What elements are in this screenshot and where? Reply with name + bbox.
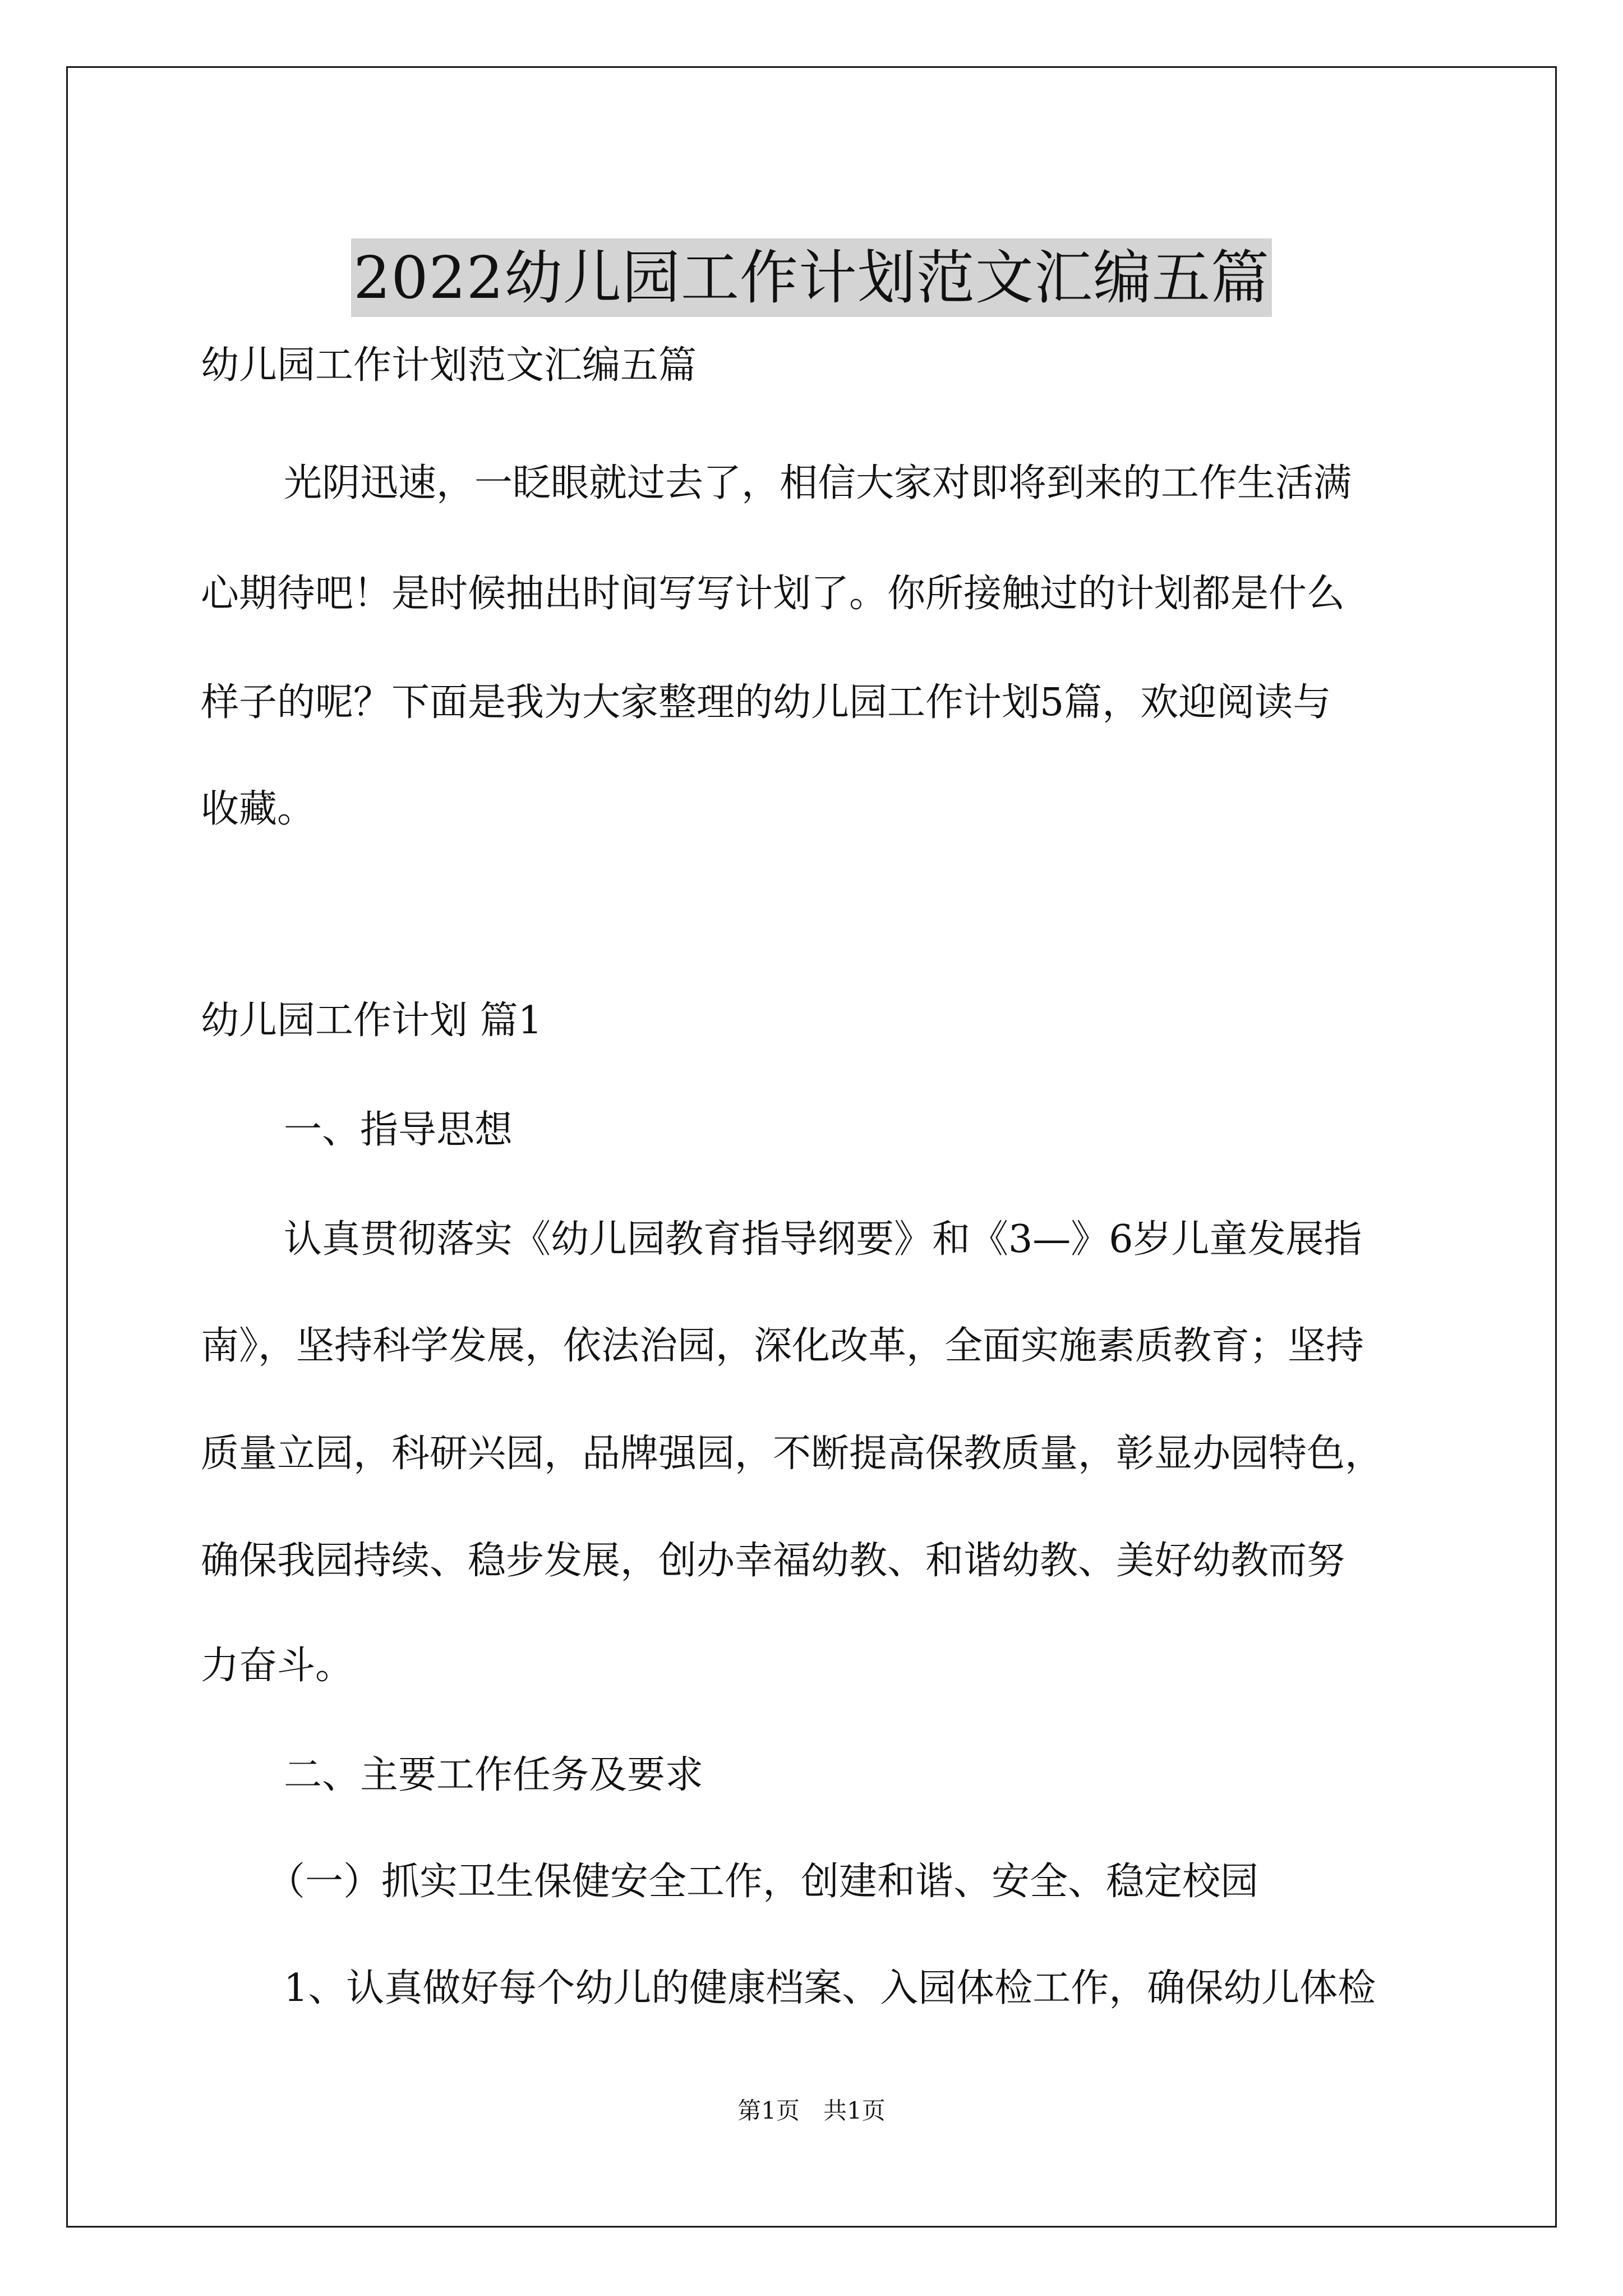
paragraph-line: 1、认真做好每个幼儿的健康档案、入园体检工作，确保幼儿体检	[284, 1966, 1376, 2010]
paragraph-line: 光阴迅速，一眨眼就过去了，相信大家对即将到来的工作生活满	[284, 461, 1352, 505]
subheading: （一）抓实卫生保健安全工作，创建和谐、安全、稳定校园	[267, 1860, 1259, 1904]
paragraph-line: 心期待吧！是时候抽出时间写写计划了。你所接触过的计划都是什么	[201, 572, 1345, 616]
document-title: 2022幼儿园工作计划范文汇编五篇	[351, 238, 1272, 317]
subtitle-line: 幼儿园工作计划范文汇编五篇	[201, 343, 697, 388]
title-container	[0, 199, 1623, 356]
paragraph-line: 收藏。	[201, 787, 316, 831]
subheading: 二、主要工作任务及要求	[284, 1753, 704, 1797]
paragraph-line: 质量立园，科研兴园，品牌强园，不断提高保教质量，彰显办园特色，	[201, 1432, 1384, 1476]
paragraph-line: 力奋斗。	[201, 1644, 354, 1688]
subheading: 一、指导思想	[284, 1108, 513, 1152]
paragraph-line: 认真贯彻落实《幼儿园教育指导纲要》和《3—》6岁儿童发展指	[284, 1217, 1362, 1262]
paragraph-line: 确保我园持续、稳步发展，创办幸福幼教、和谐幼教、美好幼教而努	[201, 1539, 1345, 1583]
page-footer: 第1页 共1页	[737, 2097, 886, 2124]
section-heading: 幼儿园工作计划 篇1	[201, 999, 542, 1043]
paragraph-line: 南》，坚持科学发展，依法治园，深化改革，全面实施素质教育；坚持	[201, 1324, 1364, 1368]
paragraph-line: 样子的呢？下面是我为大家整理的幼儿园工作计划5篇，欢迎阅读与	[201, 680, 1331, 725]
